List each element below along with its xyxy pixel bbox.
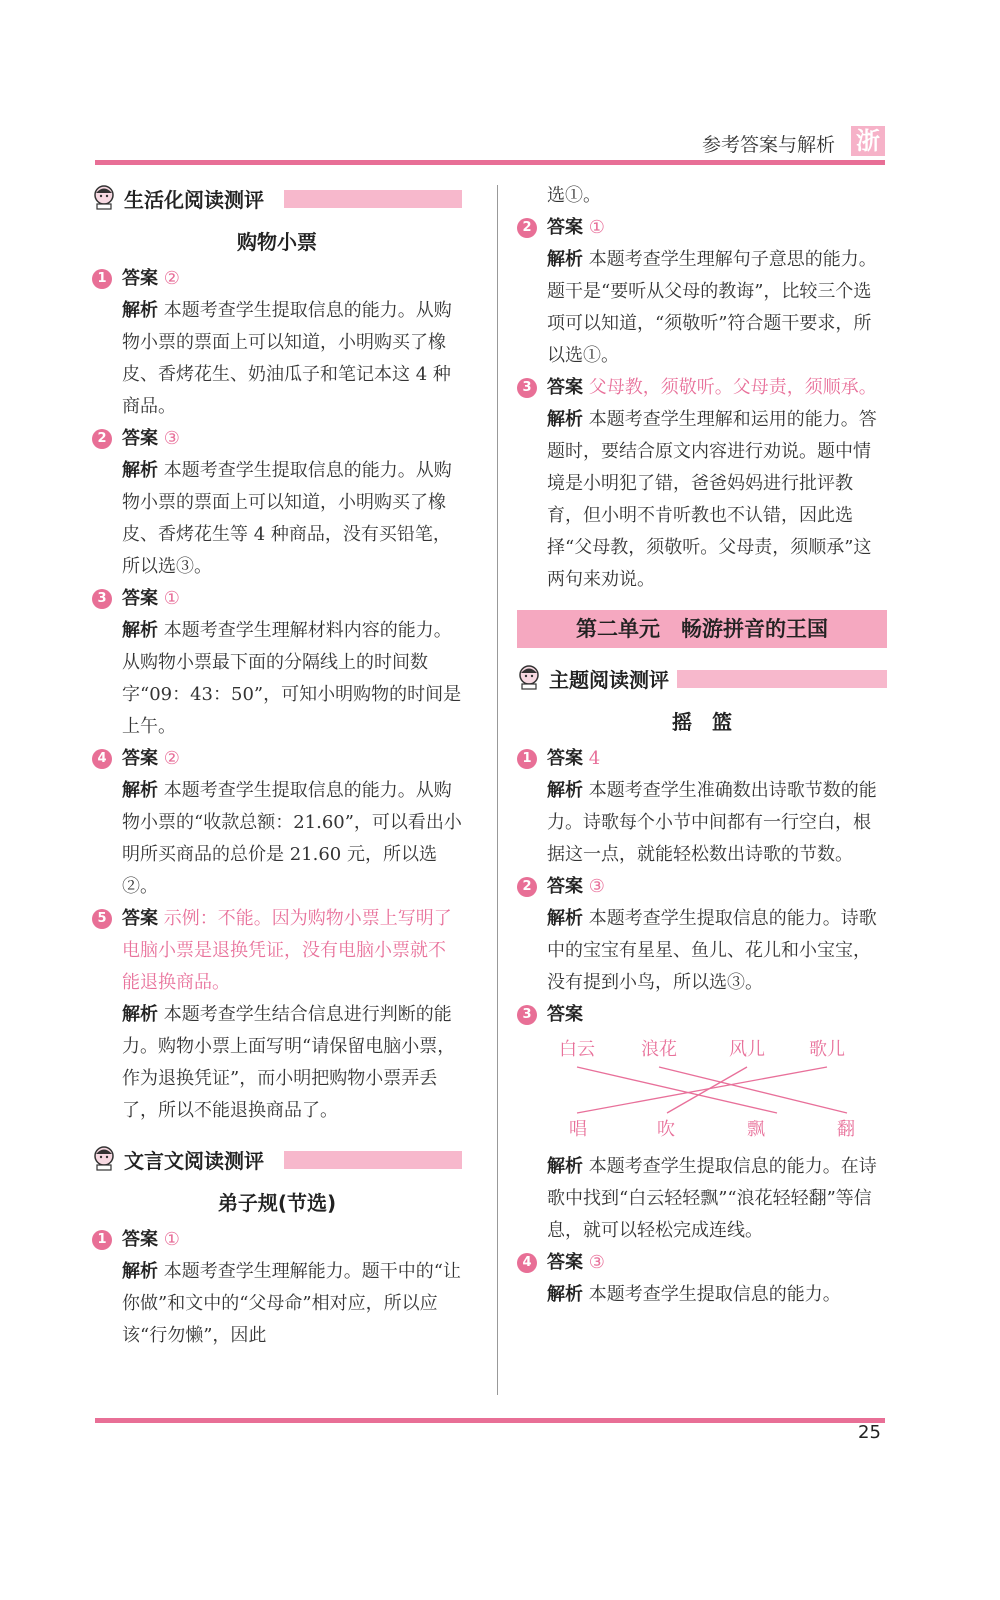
question-number: 1 (92, 269, 112, 289)
question-number: 2 (517, 218, 537, 238)
analysis-text: 本题考查学生准确数出诗歌节数的能力。诗歌每个小节中间都有一行空白，根据这一点，就能轻松数出诗歌的节数。 (547, 780, 877, 865)
section-header (92, 180, 462, 220)
analysis-label: 解析 (547, 908, 583, 929)
analysis-text: 本题考查学生理解和运用的能力。答题时，要结合原文内容进行劝说。题中情境是小明犯了错，爸爸妈妈进行批评教育，但小明不肯听教也不认错，因此选择“父母教，须敬听。父母责，须顺承”这两句来劝说。 (547, 409, 877, 590)
match-line (659, 1067, 847, 1113)
matching-diagram (547, 1035, 877, 1145)
question-number: 1 (517, 749, 537, 769)
analysis-text: 本题考查学生理解句子意思的能力。题干是“要听从父母的教诲”，比较三个选项可以知道，“须敬听”符合题干要求，所以选①。 (547, 249, 877, 366)
continued-analysis: 选①。 (547, 185, 601, 206)
answer-text: ② (163, 268, 180, 289)
analysis-label: 解析 (547, 249, 583, 270)
analysis-text: 本题考查学生提取信息的能力。诗歌中的宝宝有星星、鱼儿、花儿和小宝宝，没有提到小鸟，所以选③。 (547, 908, 877, 993)
answer-text: ③ (163, 428, 180, 449)
match-line (577, 1067, 827, 1113)
answer-text: 示例：不能。因为购物小票上写明了电脑小票是退换凭证，没有电脑小票就不能退换商品。 (122, 908, 452, 993)
question-number: 5 (92, 909, 112, 929)
answer-label: 答案 (122, 1229, 158, 1250)
question-item (92, 583, 462, 743)
analysis-text: 本题考查学生提取信息的能力。从购物小票的票面上可以知道，小明购买了橡皮、香烤花生等 4 种商品，没有买铅笔，所以选③。 (122, 460, 452, 577)
analysis-label: 解析 (122, 300, 158, 321)
question-item (92, 903, 462, 1127)
page-header (95, 120, 885, 160)
question-number: 2 (517, 877, 537, 897)
section-title: 生活化阅读测评 (124, 188, 264, 212)
analysis-label: 解析 (547, 780, 583, 801)
match-bottom-item: 吹 (657, 1119, 675, 1140)
left-column (92, 180, 462, 1352)
answer-text: ① (163, 1229, 180, 1250)
analysis-label: 解析 (122, 620, 158, 641)
question-item (517, 871, 887, 999)
match-bottom-item: 翻 (837, 1119, 855, 1140)
match-top-item: 白云 (559, 1039, 595, 1060)
question-item (92, 743, 462, 903)
analysis-label: 解析 (547, 409, 583, 430)
question-item (517, 743, 887, 871)
header-badge: 浙 (851, 126, 885, 156)
section-bar (677, 670, 887, 688)
section-bar (284, 190, 462, 208)
reader-face-icon (517, 664, 541, 690)
analysis-text: 本题考查学生提取信息的能力。从购物小票的票面上可以知道，小明购买了橡皮、香烤花生、奶油瓜子和笔记本这 4 种商品。 (122, 300, 452, 417)
analysis-text: 本题考查学生提取信息的能力。在诗歌中找到“白云轻轻飘”“浪花轻轻翻”等信息，就可以轻松完成连线。 (547, 1156, 877, 1241)
question-number: 3 (92, 589, 112, 609)
question-item (517, 372, 887, 596)
answer-label: 答案 (547, 377, 583, 398)
section-header (517, 660, 887, 700)
answer-label: 答案 (547, 876, 583, 897)
match-line (577, 1067, 777, 1113)
right-column (517, 180, 887, 1311)
question-item (92, 1224, 462, 1352)
match-top-item: 歌儿 (809, 1039, 845, 1060)
page-number: 25 (858, 1422, 881, 1443)
answer-text: ① (163, 588, 180, 609)
analysis-label: 解析 (547, 1156, 583, 1177)
analysis-text: 本题考查学生理解材料内容的能力。从购物小票最下面的分隔线上的时间数字“09：43：50”，可知小明购物的时间是上午。 (122, 620, 462, 737)
question-number: 1 (92, 1230, 112, 1250)
answer-text: ① (588, 217, 605, 238)
match-top-item: 浪花 (641, 1039, 677, 1060)
answer-text: ③ (588, 1252, 605, 1273)
answer-label: 答案 (547, 1004, 583, 1025)
question-number: 4 (92, 749, 112, 769)
reader-face-icon (92, 1145, 116, 1171)
question-item (92, 423, 462, 583)
column-divider (497, 185, 498, 1395)
match-bottom-item: 飘 (747, 1119, 765, 1140)
analysis-text: 本题考查学生理解能力。题干中的“让你做”和文中的“父母命”相对应，所以应该“行勿懒”，因此 (122, 1261, 461, 1346)
match-bottom-item: 唱 (569, 1119, 587, 1140)
answer-label: 答案 (122, 588, 158, 609)
article-title: 弟子规(节选) (217, 1191, 337, 1215)
question-number: 3 (517, 1005, 537, 1025)
bottom-rule (95, 1418, 885, 1423)
question-item (517, 999, 887, 1031)
answer-text: 4 (588, 748, 601, 769)
continued-text (517, 180, 887, 212)
section-title: 主题阅读测评 (549, 668, 669, 692)
question-item (92, 263, 462, 423)
answer-label: 答案 (122, 428, 158, 449)
section-bar (284, 1151, 462, 1169)
analysis-text: 本题考查学生提取信息的能力。 (588, 1284, 841, 1305)
answer-label: 答案 (122, 268, 158, 289)
analysis-label: 解析 (122, 780, 158, 801)
analysis-label: 解析 (547, 1284, 583, 1305)
analysis-label: 解析 (122, 1004, 158, 1025)
answer-text: ② (163, 748, 180, 769)
section-title: 文言文阅读测评 (124, 1149, 264, 1173)
top-rule (95, 160, 885, 165)
question-number: 4 (517, 1253, 537, 1273)
analysis-label: 解析 (122, 460, 158, 481)
answer-label: 答案 (122, 908, 158, 929)
header-title: 参考答案与解析 (701, 134, 835, 156)
answer-label: 答案 (122, 748, 158, 769)
reader-face-icon (92, 184, 116, 210)
question-item (517, 1247, 887, 1311)
match-top-item: 风儿 (729, 1039, 765, 1060)
answer-label: 答案 (547, 748, 583, 769)
answer-label: 答案 (547, 217, 583, 238)
answer-label: 答案 (547, 1252, 583, 1273)
article-title: 购物小票 (237, 230, 317, 254)
question-number: 2 (92, 429, 112, 449)
analysis-text: 本题考查学生结合信息进行判断的能力。购物小票上面写明“请保留电脑小票，作为退换凭证”，而小明把购物小票弄丢了，所以不能退换商品了。 (122, 1004, 456, 1121)
analysis-block (517, 1151, 887, 1247)
unit-banner: 第二单元 畅游拼音的王国 (517, 610, 887, 648)
answer-text: 父母教，须敬听。父母责，须顺承。 (588, 377, 877, 398)
section-header (92, 1141, 462, 1181)
answer-text: ③ (588, 876, 605, 897)
article-title: 摇 篮 (672, 710, 732, 734)
question-number: 3 (517, 378, 537, 398)
analysis-text: 本题考查学生提取信息的能力。从购物小票的“收款总额：21.60”，可以看出小明所买商品的总价是 21.60 元，所以选②。 (122, 780, 462, 897)
analysis-label: 解析 (122, 1261, 158, 1282)
question-item (517, 212, 887, 372)
